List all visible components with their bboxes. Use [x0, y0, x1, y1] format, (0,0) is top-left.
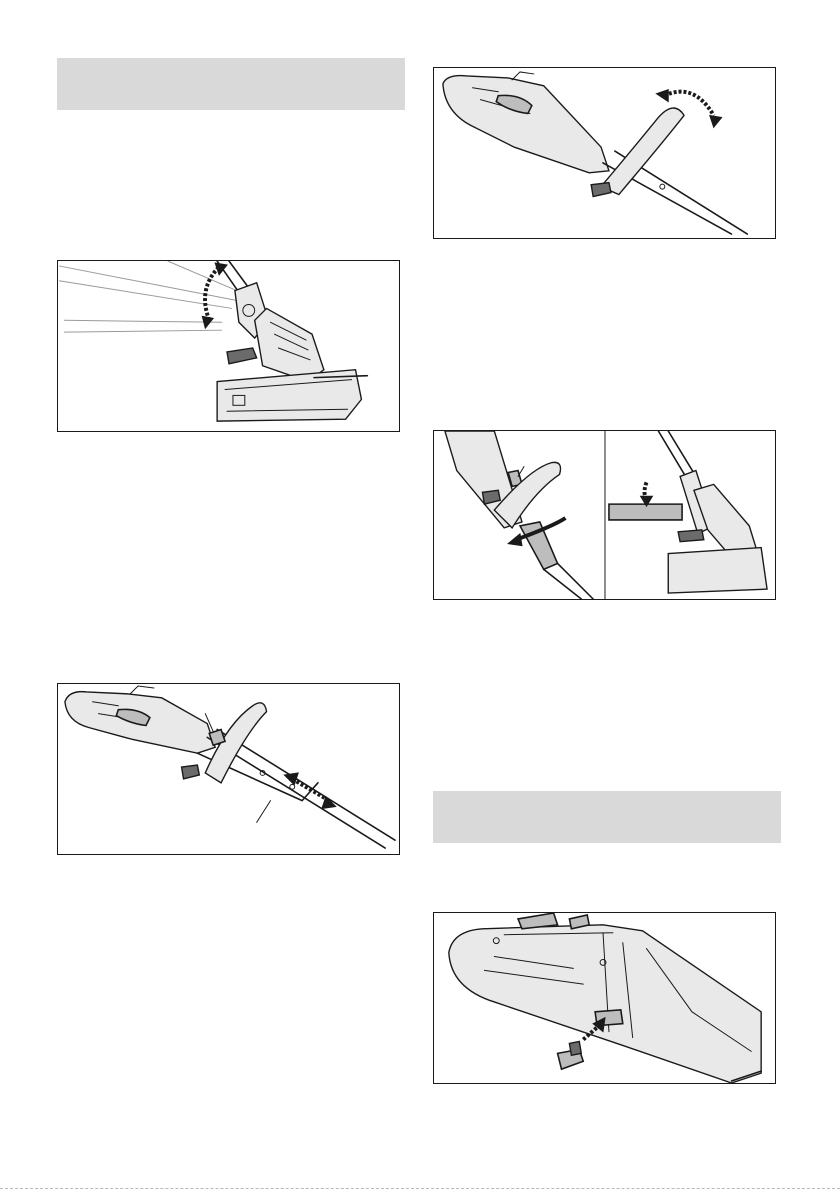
- page-bottom-rule: [0, 1188, 840, 1189]
- figure-handle-unlock-and-fold: [433, 430, 776, 600]
- motor-housing-insert-key-icon: [434, 913, 775, 1083]
- section-heading-bar-top-left: [57, 58, 405, 110]
- auxiliary-handle-rotate-icon: [434, 68, 775, 238]
- figure-auxiliary-handle-slide: [57, 683, 400, 855]
- section-heading-bar-right: [433, 791, 781, 843]
- figure-auxiliary-handle-rotate: [433, 67, 776, 239]
- figure-trimmer-head-tilt: [57, 260, 400, 432]
- figure-motor-housing-insert-key: [433, 912, 776, 1084]
- auxiliary-handle-slide-icon: [58, 684, 399, 854]
- trimmer-head-tilt-icon: [58, 261, 399, 431]
- handle-unlock-and-fold-icon: [434, 431, 775, 599]
